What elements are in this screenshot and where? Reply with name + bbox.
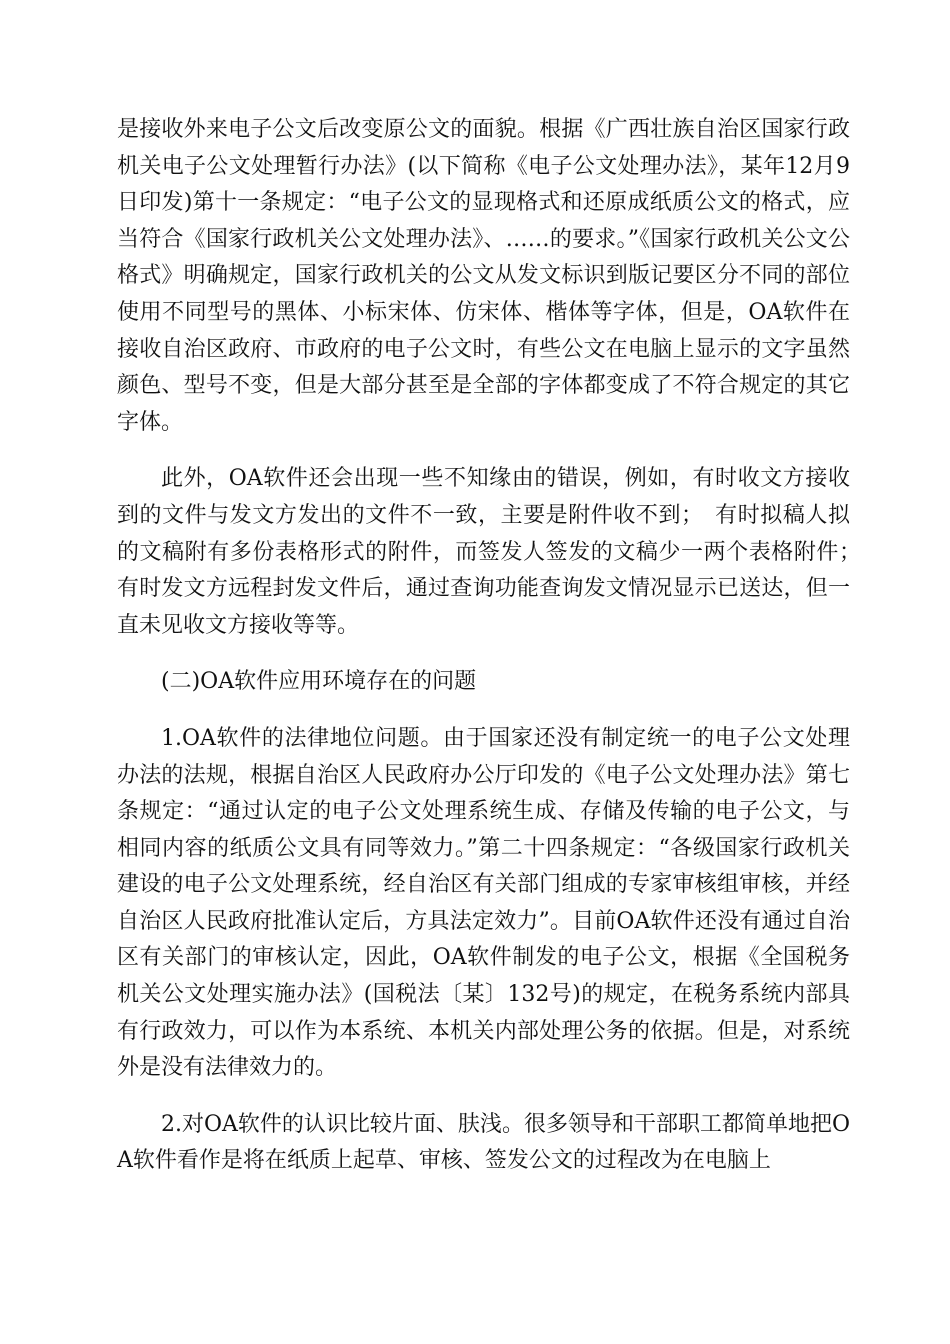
paragraph-understanding: 2.对OA软件的认识比较片面、肤浅。很多领导和干部职工都简单地把OA软件看作是将在纸质上起草、审核、签发公文的过程改为在电脑上	[117, 1111, 850, 1174]
section-heading-environment-issues: (二)OA软件应用环境存在的问题	[161, 669, 477, 695]
paragraph-legal-status: 1.OA软件的法律地位问题。由于国家还没有制定统一的电子公文处理办法的法规，根据自治区人民政府办公厅印发的《电子公文处理办法》第七条规定：“通过认定的电子公文处理系统生成、存储及传输的电子公文，与相同内容的纸质公文具有同等效力。”第二十四条规定：“各级国家行政机关建设的电子公文处理系统，经自治区有关部门组成的专家审核组审核，并经自治区人民政府批准认定后，方具法定效力”。目前OA软件还没有通过自治区有关部门的审核认定，因此，OA软件制发的电子公文，根据《全国税务机关公文处理实施办法》(国税法〔某〕132号)的规定，在税务系统内部具有行政效力，可以作为本系统、本机关内部处理公务的依据。但是，对系统外是没有法律效力的。	[117, 725, 850, 1081]
paragraph-unknown-errors: 此外，OA软件还会出现一些不知缘由的错误，例如，有时收文方接收到的文件与发文方发出的文件不一致，主要是附件收不到； 有时拟稿人拟的文稿附有多份表格形式的附件，而签发人签发的文稿少一两个表格附件； 有时发文方远程封发文件后，通过查询功能查询发文情况显示已送达，但一直未见收文方接收等等。	[117, 466, 873, 638]
paragraph-font-issue: 是接收外来电子公文后改变原公文的面貌。根据《广西壮族自治区国家行政机关电子公文处理暂行办法》(以下简称《电子公文处理办法》，某年12月9日印发)第十一条规定：“电子公文的显现格式和还原成纸质公文的格式，应当符合《国家行政机关公文处理办法》、……的要求。”《国家行政机关公文公格式》明确规定，国家行政机关的公文从发文标识到版记要区分不同的部位使用不同型号的黑体、小标宋体、仿宋体、楷体等字体，但是，OA软件在接收自治区政府、市政府的电子公文时，有些公文在电脑上显示的文字虽然颜色、型号不变，但是大部分甚至是全部的字体都变成了不符合规定的其它字体。	[117, 117, 850, 435]
